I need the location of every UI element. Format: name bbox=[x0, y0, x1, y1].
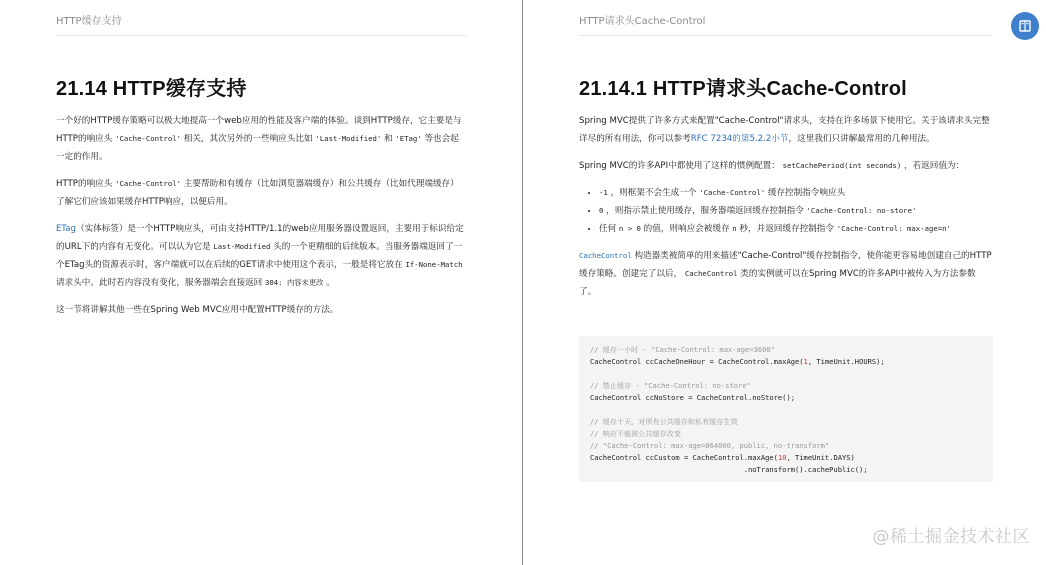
watermark: @稀土掘金技术社区 bbox=[872, 527, 1030, 547]
right-page bbox=[524, 0, 1046, 565]
inline-code: 'Last-Modified' bbox=[315, 134, 382, 143]
list-item: • 任何 n > 0 的值，则响应会被缓存 n 秒，并返回缓存控制指令 'Cache-Control: max-age=n' bbox=[599, 220, 992, 238]
code-line: CacheControl ccNoStore = CacheControl.noStore(); bbox=[590, 393, 795, 402]
paragraph-cachecontrol-builder: CacheControl 构造器类被简单的用来描述"Cache-Control"缓存控制指令，使你能更容易地创建自己的HTTP缓存策略。创建完了以后， CacheControl 类的实例就可以在Spring MVC的许多API中被传入为方法参数了。 bbox=[579, 251, 992, 297]
etag-link[interactable]: ETag bbox=[56, 224, 76, 234]
inline-code: CacheControl bbox=[579, 251, 632, 260]
inline-code: Last-Modified bbox=[213, 242, 271, 251]
bullet-list bbox=[579, 184, 992, 238]
inline-code: 'ETag' bbox=[395, 134, 422, 143]
page-title: 21.14 HTTP缓存支持 bbox=[56, 78, 247, 100]
book-icon bbox=[1018, 19, 1032, 33]
code-comment: // "Cache-Control: max-age=864000, public, no-transform" bbox=[590, 441, 830, 450]
running-header: HTTP请求头Cache-Control bbox=[579, 12, 991, 36]
inline-code: setCachePeriod(int seconds) bbox=[782, 161, 902, 170]
inline-code: 'Cache-Control' bbox=[115, 179, 182, 188]
running-header: HTTP缓存支持 bbox=[56, 12, 466, 36]
inline-code: 304: 内容未更改 bbox=[264, 278, 324, 287]
inline-code: 'Cache-Control' bbox=[115, 134, 182, 143]
code-line: CacheControl ccCustom = CacheControl.maxAge(10, TimeUnit.DAYS) bbox=[590, 453, 855, 462]
right-body bbox=[579, 112, 992, 310]
rfc-link[interactable]: RFC 7234的第5.2.2小节 bbox=[690, 134, 789, 144]
code-comment: // 缓存十天，对所有公共缓存和私有缓存生效 bbox=[590, 417, 738, 426]
list-item: • 0 ，则指示禁止使用缓存，服务器端返回缓存控制指令 'Cache-Control: no-store' bbox=[599, 202, 992, 220]
inline-code: If-None-Match bbox=[405, 260, 463, 269]
paragraph-etag: ETag（实体标签）是一个HTTP响应头，可由支持HTTP/1.1的web应用服务器设置返回，主要用于标识给定的URL下的内容有无变化。可以认为它是 Last-Modified 头的一个更精细的后续版本。当服务器端返回了一个ETag头的资源表示时，客户端就可以在后续的GET请求中使用这个表示，一般是将它放在 If-None-Match 请求头中。此时若内容没有变化，服务器端会直接返回 304: 内容未更改 。 bbox=[56, 224, 464, 288]
paragraph-intro: Spring MVC提供了许多方式来配置"Cache-Control"请求头，支持在许多场景下使用它。关于该请求头完整详尽的所有用法，你可以参考RFC 7234的第5.2.2小节，这里我们只讲解最常用的几种用法。 bbox=[579, 116, 990, 144]
paragraph-intro: 一个好的HTTP缓存策略可以极大地提高一个web应用的性能及客户端的体验。谈到HTTP缓存，它主要是与HTTP的响应头 'Cache-Control' 相关，其次另外的一些响应头比如 'Last-Modified' 和 'ETag' 等也会起一定的作用。 bbox=[56, 116, 462, 162]
code-block bbox=[579, 336, 993, 482]
section-title: 21.14.1 HTTP请求头Cache-Control bbox=[579, 78, 907, 100]
code-line: CacheControl ccCacheOneHour = CacheControl.maxAge(1, TimeUnit.HOURS); bbox=[590, 357, 885, 366]
code-comment: // 禁止缓存 - "Cache-Control: no-store" bbox=[590, 381, 751, 390]
code-comment: // 缓存一小时 - "Cache-Control: max-age=3600" bbox=[590, 345, 775, 354]
paragraph-cache-control: HTTP的响应头 'Cache-Control' 主要帮助和有缓存（比如浏览器端缓存）和公共缓存（比如代理端缓存）了解它们应该如果缓存HTTP响应，以便后用。 bbox=[56, 179, 459, 207]
code-line: .noTransform().cachePublic(); bbox=[590, 465, 868, 474]
inline-code: CacheControl bbox=[684, 269, 738, 278]
code-comment: // 响应不能被公共缓存改变 bbox=[590, 429, 681, 438]
paragraph-convention: Spring MVC的许多API中都使用了这样的惯例配置： setCachePeriod(int seconds) ，若返回值为： bbox=[579, 161, 965, 171]
reader-mode-button[interactable] bbox=[1011, 12, 1039, 40]
paragraph-summary: 这一节将讲解其他一些在Spring Web MVC应用中配置HTTP缓存的方法。 bbox=[56, 305, 339, 315]
left-body bbox=[56, 112, 464, 328]
list-item: • -1 ，则框架不会生成一个 'Cache-Control' 缓存控制指令响应头 bbox=[599, 184, 992, 202]
